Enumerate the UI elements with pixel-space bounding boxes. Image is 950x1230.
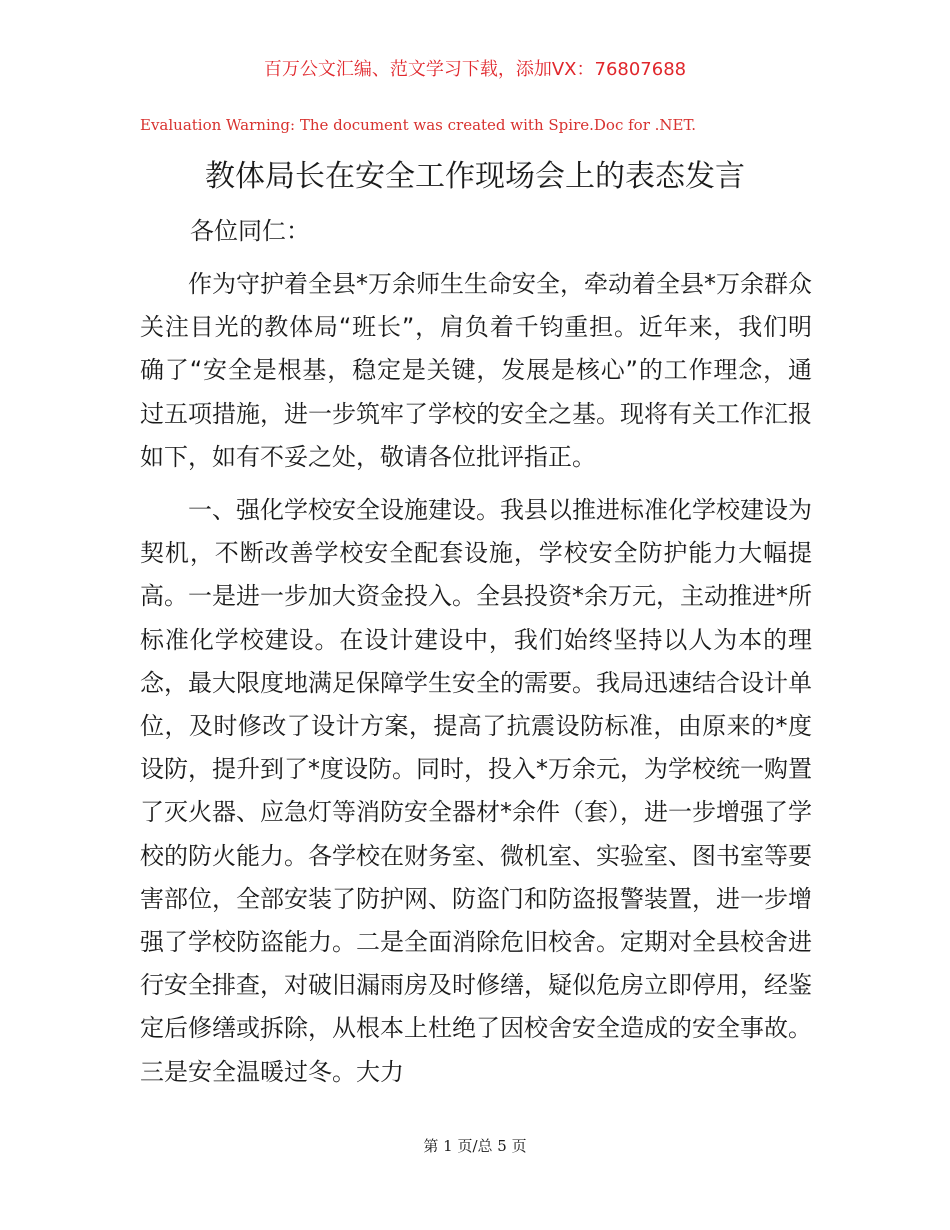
salutation: 各位同仁：	[190, 217, 310, 245]
evaluation-warning: Evaluation Warning: The document was created with Spire.Doc for .NET.	[140, 116, 697, 134]
document-title: 教体局长在安全工作现场会上的表态发言	[205, 159, 745, 194]
body-paragraph-2: 一、强化学校安全设施建设。我县以推进标准化学校建设为契机，不断改善学校安全配套设施，学校安全防护能力大幅提高。一是进一步加大资金投入。全县投资*余万元，主动推进*所标准化学校建设。在设计建设中，我们始终坚持以人为本的理念，最大限度地满足保障学生安全的需要。我局迅速结合设计单位，及时修改了设计方案，提高了抗震设防标准，由原来的*度设防，提升到了*度设防。同时，投入*万余元，为学校统一购置了灭火器、应急灯等消防安全器材*余件（套），进一步增强了学校的防火能力。各学校在财务室、微机室、实验室、图书室等要害部位，全部安装了防护网、防盗门和防盗报警装置，进一步增强了学校防盗能力。二是全面消除危旧校舍。定期对全县校舍进行安全排查，对破旧漏雨房及时修缮，疑似危房立即停用，经鉴定后修缮或拆除，从根本上杜绝了因校舍安全造成的安全事故。三是安全温暖过冬。大力	[140, 496, 812, 1086]
header-banner: 百万公文汇编、范文学习下载，添加VX：76807688	[263, 59, 687, 80]
body-paragraph-1: 作为守护着全县*万余师生生命安全，牵动着全县*万余群众关注目光的教体局“班长”，肩负着千钧重担。近年来，我们明确了“安全是根基，稳定是关键，发展是核心”的工作理念，通过五项措施，进一步筑牢了学校的安全之基。现将有关工作汇报如下，如有不妥之处，敬请各位批评指正。	[140, 270, 812, 471]
page-footer: 第 1 页/总 5 页	[423, 1137, 527, 1155]
